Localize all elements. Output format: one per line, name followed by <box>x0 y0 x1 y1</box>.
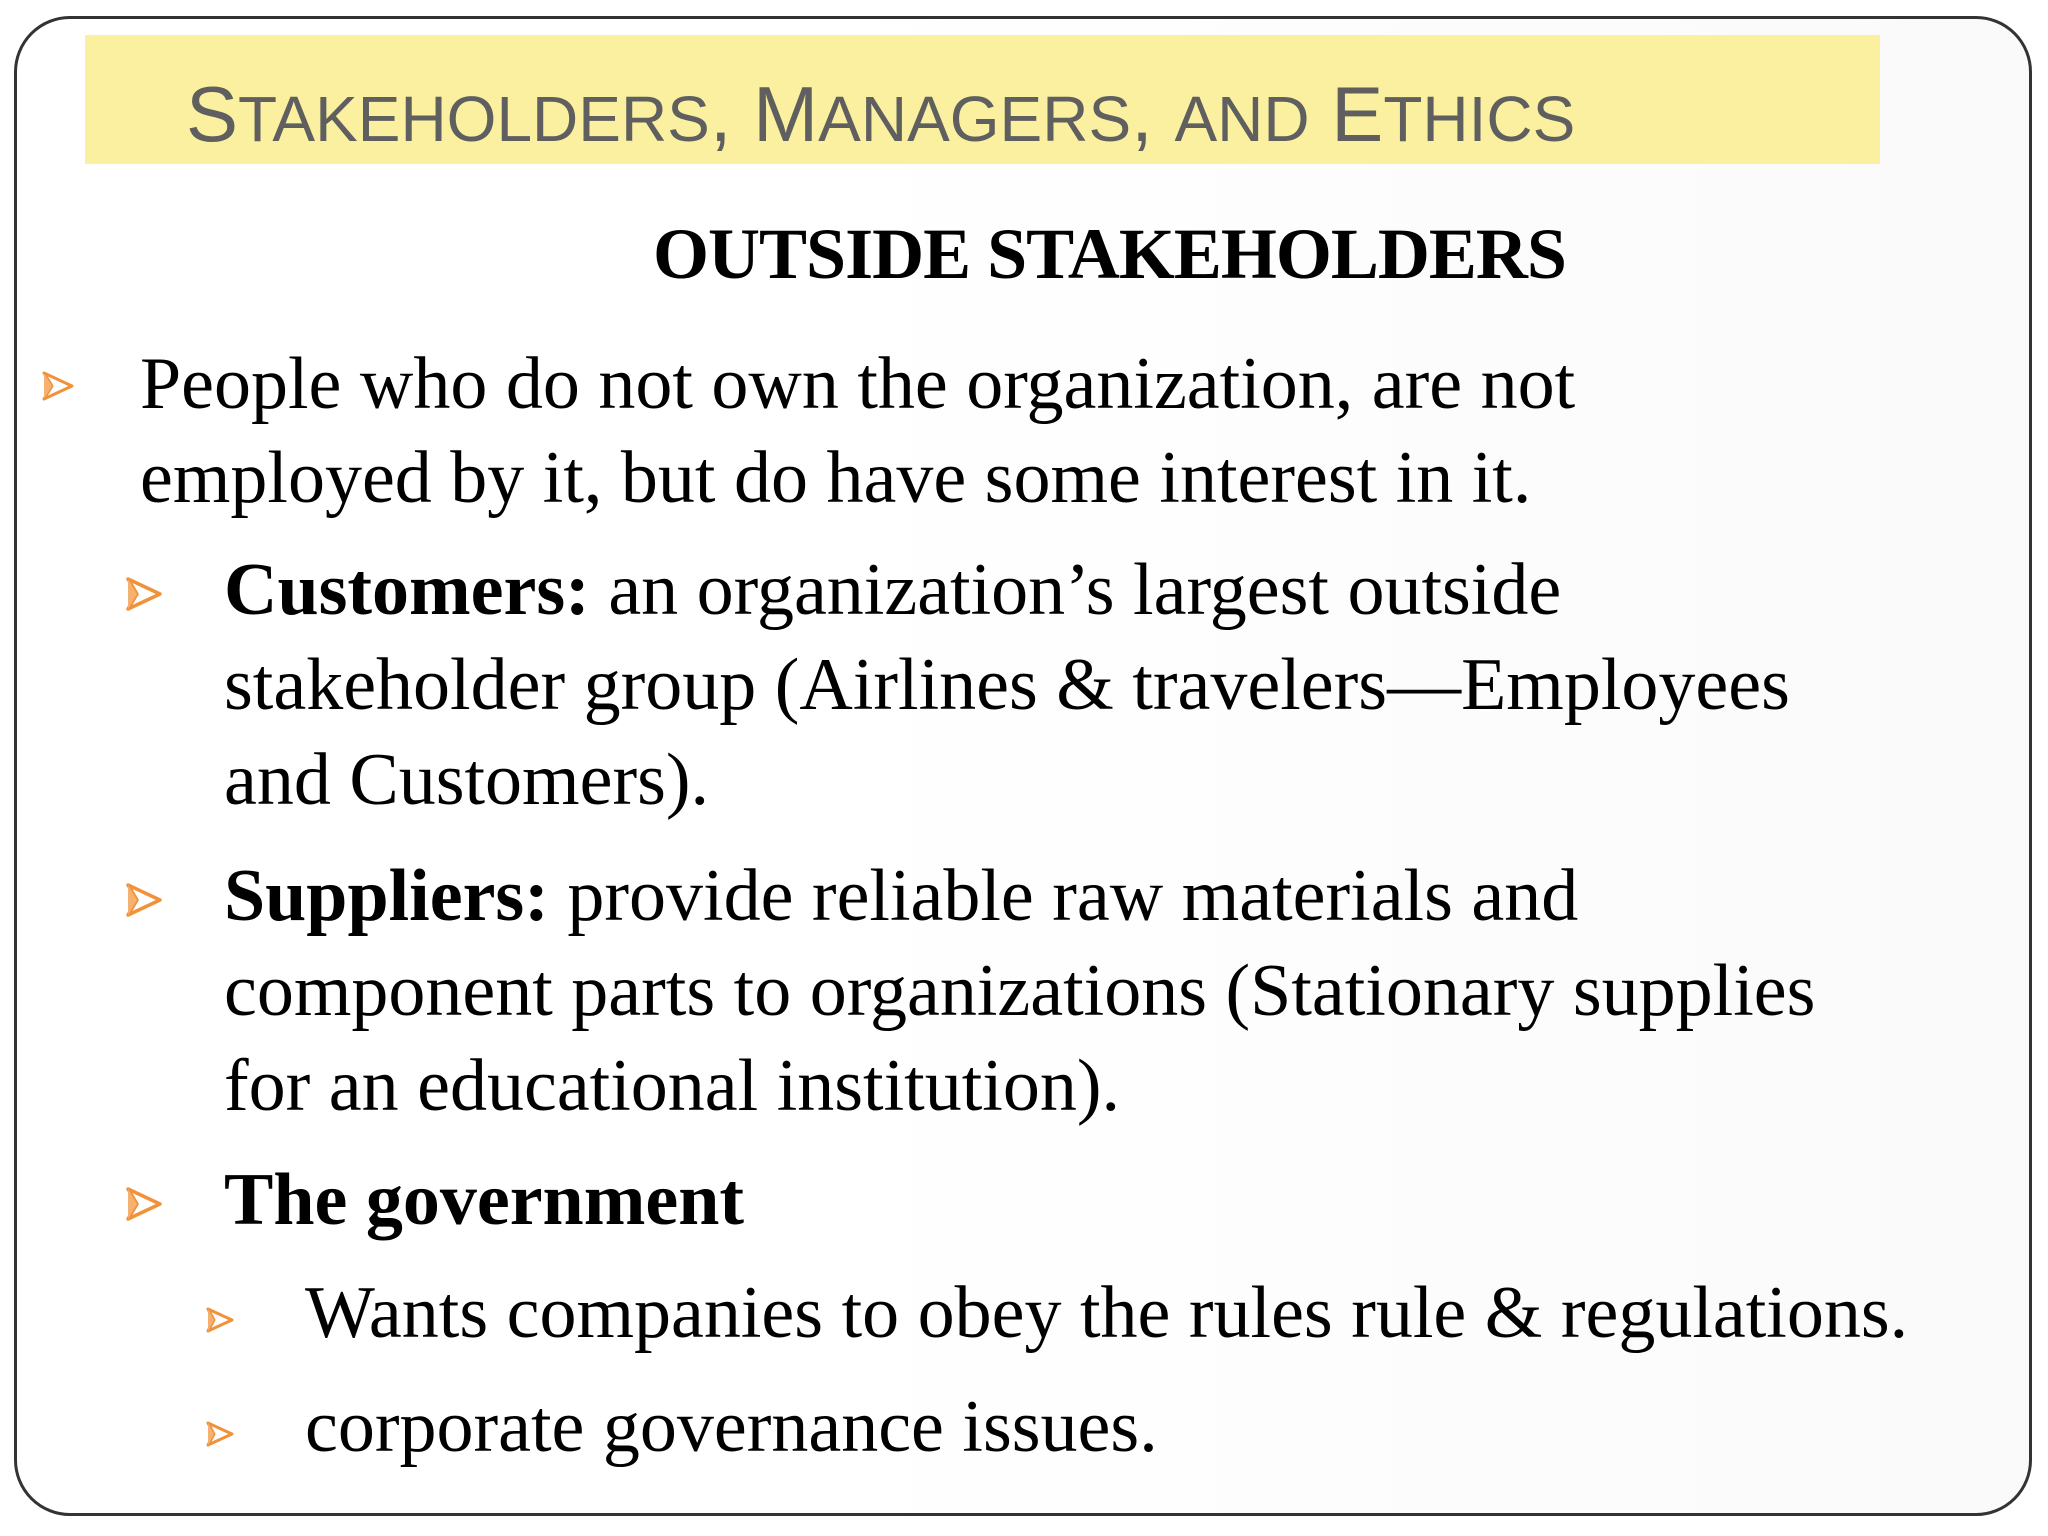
bullet-intro-line-2: employed by it, but do have some interest in it. <box>140 437 1532 519</box>
bullet-government <box>224 1153 744 1248</box>
customers-line-3: and Customers). <box>224 739 710 821</box>
title-part-4-big: E <box>1309 70 1384 158</box>
bullet-intro-line-1: People who do not own the organization, are not <box>140 343 1576 425</box>
title-part-3-big: , <box>1131 70 1175 158</box>
bullet-customers <box>224 543 1790 828</box>
title-part-1-big: S <box>186 70 239 158</box>
title-part-4-small: THICS <box>1383 83 1576 155</box>
title-part-3-small: AND <box>1174 83 1310 155</box>
arrowhead-bullet-icon <box>124 574 164 614</box>
government-term: The government <box>224 1159 744 1241</box>
suppliers-term: Suppliers: <box>224 855 549 937</box>
arrowhead-bullet-icon <box>124 1184 164 1224</box>
customers-line-2: stakeholder group (Airlines & travelers—Employees <box>224 644 1790 726</box>
title-part-2-small: ANAGERS <box>818 83 1132 155</box>
bullet-intro <box>140 337 1575 525</box>
customers-line-1: an organization’s largest outside <box>589 549 1562 631</box>
suppliers-line-1: provide reliable raw materials and <box>548 855 1579 937</box>
arrowhead-bullet-icon <box>124 880 164 920</box>
bullet-suppliers <box>224 849 1815 1134</box>
customers-term: Customers: <box>224 549 590 631</box>
sub-bullet-obey-rules: Wants companies to obey the rules rule & regulations. <box>305 1272 1909 1354</box>
suppliers-line-2: component parts to organizations (Stationary supplies <box>224 950 1816 1032</box>
sub-bullet-governance: corporate governance issues. <box>305 1386 1158 1468</box>
slide-title <box>186 64 1575 169</box>
title-part-1-small: TAKEHOLDERS <box>238 83 710 155</box>
arrowhead-bullet-icon <box>204 1304 244 1344</box>
section-subheading: OUTSIDE STAKEHOLDERS <box>653 214 1566 294</box>
title-part-2-big: , M <box>709 70 819 158</box>
suppliers-line-3: for an educational institution). <box>224 1045 1120 1127</box>
arrowhead-bullet-icon <box>204 1418 244 1458</box>
arrowhead-bullet-icon <box>40 368 80 408</box>
